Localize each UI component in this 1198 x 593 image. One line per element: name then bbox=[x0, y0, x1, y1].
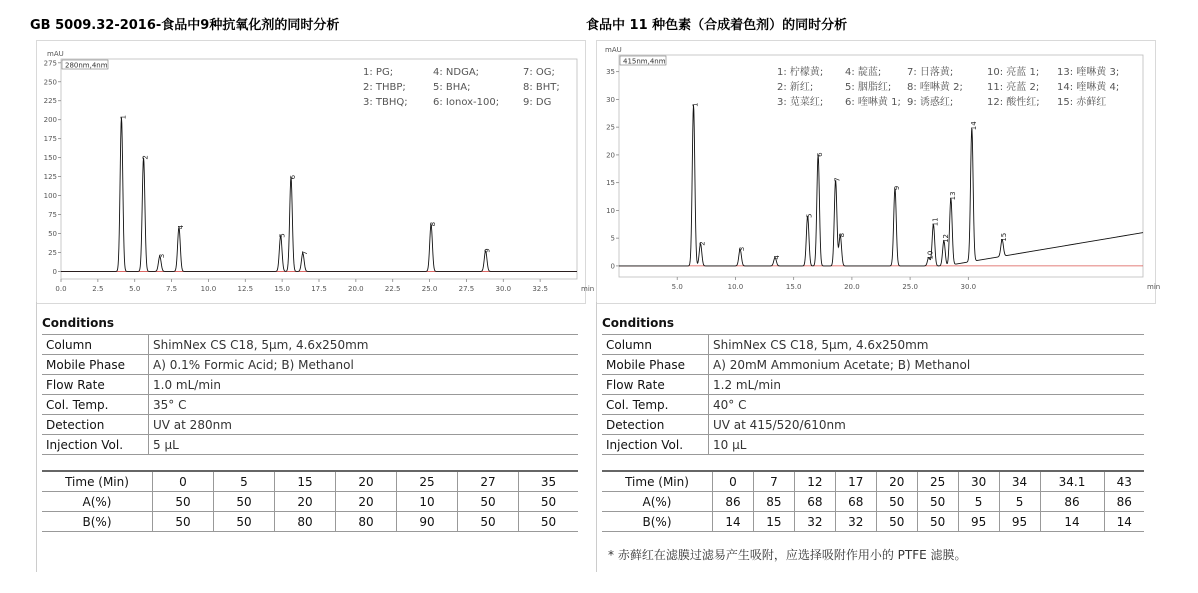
y-tick-label: 0 bbox=[52, 267, 57, 276]
time-cell: 43 bbox=[1104, 471, 1144, 492]
legend-entry: 12: 酸性红; bbox=[987, 97, 1040, 108]
table-row bbox=[42, 375, 578, 395]
peak-label: 4 bbox=[176, 224, 185, 230]
b-percent-cell: 14 bbox=[1040, 512, 1104, 532]
condition-value: UV at 415/520/610nm bbox=[709, 415, 1145, 435]
y-tick-label: 275 bbox=[43, 59, 57, 68]
table-row bbox=[42, 355, 578, 375]
peak-label: 7 bbox=[833, 177, 842, 182]
time-cell: 34.1 bbox=[1040, 471, 1104, 492]
right-panel bbox=[586, 0, 1161, 593]
x-tick-label: 32.5 bbox=[532, 285, 548, 293]
time-cell: 34 bbox=[999, 471, 1040, 492]
legend-entry: 8: BHT; bbox=[523, 82, 560, 93]
y-tick-label: 25 bbox=[606, 123, 615, 132]
peak-label: 10 bbox=[926, 250, 935, 260]
x-tick-label: 5.0 bbox=[129, 285, 141, 293]
right-chromatogram bbox=[596, 40, 1161, 304]
gradient-row-label: A(%) bbox=[602, 492, 713, 512]
y-tick-label: 75 bbox=[48, 211, 57, 220]
legend-entry: 7: 日落黄; bbox=[907, 67, 954, 78]
condition-value: ShimNex CS C18, 5μm, 4.6x250mm bbox=[709, 335, 1145, 355]
table-row bbox=[42, 335, 578, 355]
a-percent-cell: 20 bbox=[275, 492, 336, 512]
x-tick-label: 2.5 bbox=[92, 285, 104, 293]
left-chromatogram-svg bbox=[37, 41, 595, 303]
b-percent-cell: 14 bbox=[713, 512, 754, 532]
condition-key: Column bbox=[42, 335, 149, 355]
x-tick-label: 12.5 bbox=[237, 285, 254, 293]
left-conditions-title: Conditions bbox=[42, 316, 115, 330]
a-percent-cell: 50 bbox=[458, 492, 519, 512]
b-percent-cell: 50 bbox=[917, 512, 958, 532]
time-cell: 25 bbox=[917, 471, 958, 492]
x-tick-label: 15.0 bbox=[785, 283, 802, 291]
a-percent-cell: 50 bbox=[876, 492, 917, 512]
b-percent-cell: 15 bbox=[753, 512, 794, 532]
gradient-row-label: A(%) bbox=[42, 492, 153, 512]
condition-value: 1.0 mL/min bbox=[149, 375, 579, 395]
legend-entry: 2: THBP; bbox=[363, 82, 406, 93]
b-percent-cell: 50 bbox=[214, 512, 275, 532]
b-percent-cell: 50 bbox=[876, 512, 917, 532]
b-percent-cell: 50 bbox=[153, 512, 214, 532]
y-tick-label: 125 bbox=[43, 173, 57, 182]
left-chromatogram bbox=[36, 40, 595, 304]
x-tick-label: 10.0 bbox=[727, 283, 744, 291]
x-tick-label: 30.0 bbox=[495, 285, 512, 293]
x-axis-unit: min bbox=[1147, 283, 1161, 291]
peak-label: 6 bbox=[816, 152, 825, 157]
legend-entry: 9: 诱惑红; bbox=[907, 97, 954, 108]
legend-entry: 9: DG bbox=[523, 97, 552, 108]
a-percent-cell: 86 bbox=[1104, 492, 1144, 512]
x-tick-label: 27.5 bbox=[458, 285, 475, 293]
time-cell: 0 bbox=[153, 471, 214, 492]
table-row bbox=[602, 395, 1144, 415]
y-tick-label: 25 bbox=[48, 248, 57, 257]
condition-key: Col. Temp. bbox=[42, 395, 149, 415]
y-tick-label: 0 bbox=[610, 262, 615, 271]
x-tick-label: 7.5 bbox=[166, 285, 178, 293]
condition-value: 35° C bbox=[149, 395, 579, 415]
y-tick-label: 15 bbox=[606, 179, 615, 188]
table-row bbox=[602, 335, 1144, 355]
a-percent-cell: 68 bbox=[794, 492, 835, 512]
b-percent-cell: 80 bbox=[275, 512, 336, 532]
legend-entry: 4: NDGA; bbox=[433, 67, 480, 78]
time-cell: 20 bbox=[876, 471, 917, 492]
y-tick-label: 175 bbox=[43, 135, 57, 144]
right-divider bbox=[596, 302, 597, 572]
table-row bbox=[42, 435, 578, 455]
legend-entry: 4: 靛蓝; bbox=[845, 67, 882, 78]
a-percent-cell: 50 bbox=[153, 492, 214, 512]
a-percent-cell: 50 bbox=[214, 492, 275, 512]
y-tick-label: 250 bbox=[43, 78, 57, 87]
x-tick-label: 30.0 bbox=[960, 283, 977, 291]
y-tick-label: 10 bbox=[606, 206, 615, 215]
peak-label: 15 bbox=[1000, 232, 1009, 242]
condition-key: Mobile Phase bbox=[42, 355, 149, 375]
a-percent-cell: 5 bbox=[999, 492, 1040, 512]
condition-key: Col. Temp. bbox=[602, 395, 709, 415]
peak-label: 14 bbox=[969, 121, 978, 131]
table-row bbox=[602, 355, 1144, 375]
condition-key: Mobile Phase bbox=[602, 355, 709, 375]
chromatogram-trace bbox=[61, 114, 577, 271]
left-gradient-table bbox=[42, 470, 578, 532]
left-conditions-table bbox=[42, 334, 578, 455]
time-cell: 12 bbox=[794, 471, 835, 492]
left-panel bbox=[30, 0, 595, 593]
legend-entry: 3: TBHQ; bbox=[363, 97, 408, 108]
peak-label: 7 bbox=[300, 250, 309, 256]
x-tick-label: 20.0 bbox=[348, 285, 364, 293]
b-percent-cell: 50 bbox=[519, 512, 579, 532]
legend-entry: 6: Ionox-100; bbox=[433, 97, 500, 108]
peak-label: 4 bbox=[773, 255, 782, 260]
plot-frame bbox=[61, 59, 577, 279]
peak-label: 6 bbox=[288, 174, 297, 180]
x-axis-unit: min bbox=[581, 285, 595, 293]
legend-entry: 6: 喹啉黄 1; bbox=[845, 97, 901, 108]
x-tick-label: 10.0 bbox=[200, 285, 217, 293]
gradient-row-label: Time (Min) bbox=[602, 471, 713, 492]
left-divider bbox=[36, 302, 37, 572]
table-row bbox=[42, 512, 578, 532]
table-row bbox=[602, 471, 1144, 492]
right-conditions-title: Conditions bbox=[602, 316, 675, 330]
condition-key: Detection bbox=[602, 415, 709, 435]
time-cell: 27 bbox=[458, 471, 519, 492]
legend-entry: 8: 喹啉黄 2; bbox=[907, 82, 963, 93]
x-tick-label: 20.0 bbox=[844, 283, 860, 291]
a-percent-cell: 20 bbox=[336, 492, 397, 512]
peak-label: 9 bbox=[892, 185, 901, 191]
b-percent-cell: 95 bbox=[958, 512, 999, 532]
peak-label: 9 bbox=[483, 248, 492, 253]
b-percent-cell: 95 bbox=[999, 512, 1040, 532]
table-row bbox=[602, 375, 1144, 395]
y-tick-label: 30 bbox=[606, 95, 615, 104]
a-percent-cell: 86 bbox=[1040, 492, 1104, 512]
time-cell: 7 bbox=[753, 471, 794, 492]
y-tick-label: 50 bbox=[48, 229, 57, 238]
legend-entry: 2: 新红; bbox=[777, 82, 814, 93]
y-tick-label: 5 bbox=[610, 234, 615, 243]
y-axis-unit: mAU bbox=[605, 46, 622, 54]
condition-key: Injection Vol. bbox=[42, 435, 149, 455]
a-percent-cell: 10 bbox=[397, 492, 458, 512]
table-row bbox=[42, 395, 578, 415]
y-tick-label: 100 bbox=[43, 192, 57, 201]
detector-label: 280nm,4nm bbox=[65, 61, 108, 70]
table-row bbox=[602, 492, 1144, 512]
y-axis-unit: mAU bbox=[47, 50, 64, 58]
legend-entry: 14: 喹啉黄 4; bbox=[1057, 82, 1120, 93]
condition-value: A) 20mM Ammonium Acetate; B) Methanol bbox=[709, 355, 1145, 375]
condition-value: ShimNex CS C18, 5μm, 4.6x250mm bbox=[149, 335, 579, 355]
legend-entry: 13: 喹啉黄 3; bbox=[1057, 67, 1120, 78]
detector-label: 415nm,4nm bbox=[623, 57, 666, 66]
legend-entry: 1: 柠檬黄; bbox=[777, 67, 824, 78]
gradient-row-label: Time (Min) bbox=[42, 471, 153, 492]
condition-key: Column bbox=[602, 335, 709, 355]
a-percent-cell: 50 bbox=[917, 492, 958, 512]
b-percent-cell: 90 bbox=[397, 512, 458, 532]
x-tick-label: 17.5 bbox=[311, 285, 327, 293]
a-percent-cell: 85 bbox=[753, 492, 794, 512]
a-percent-cell: 50 bbox=[519, 492, 579, 512]
right-gradient-table bbox=[602, 470, 1144, 532]
legend-entry: 7: OG; bbox=[523, 67, 555, 78]
condition-key: Flow Rate bbox=[42, 375, 149, 395]
legend-entry: 1: PG; bbox=[363, 67, 394, 78]
legend-entry: 11: 亮蓝 2; bbox=[987, 82, 1040, 93]
right-footnote: * 赤藓红在滤膜过滤易产生吸附，应选择吸附作用小的 PTFE 滤膜。 bbox=[608, 548, 967, 562]
peak-label: 2 bbox=[141, 155, 150, 160]
time-cell: 25 bbox=[397, 471, 458, 492]
b-percent-cell: 32 bbox=[835, 512, 876, 532]
condition-value: 40° C bbox=[709, 395, 1145, 415]
table-row bbox=[602, 512, 1144, 532]
peak-label: 5 bbox=[805, 213, 814, 218]
x-tick-label: 15.0 bbox=[274, 285, 290, 293]
peak-label: 1 bbox=[119, 114, 128, 120]
legend-entry: 15: 赤藓红 bbox=[1057, 97, 1107, 108]
time-cell: 35 bbox=[519, 471, 579, 492]
left-panel-title: GB 5009.32-2016-食品中9种抗氧化剂的同时分析 bbox=[30, 18, 340, 33]
b-percent-cell: 32 bbox=[794, 512, 835, 532]
table-row bbox=[42, 415, 578, 435]
x-tick-label: 5.0 bbox=[671, 283, 683, 291]
x-tick-label: 0.0 bbox=[55, 285, 67, 293]
gradient-row-label: B(%) bbox=[42, 512, 153, 532]
condition-value: 1.2 mL/min bbox=[709, 375, 1145, 395]
table-row bbox=[42, 492, 578, 512]
y-tick-label: 200 bbox=[43, 116, 57, 125]
peak-label: 8 bbox=[838, 232, 847, 238]
time-cell: 15 bbox=[275, 471, 336, 492]
time-cell: 17 bbox=[835, 471, 876, 492]
b-percent-cell: 14 bbox=[1104, 512, 1144, 532]
y-tick-label: 35 bbox=[606, 68, 615, 77]
condition-value: 5 μL bbox=[149, 435, 579, 455]
condition-value: UV at 280nm bbox=[149, 415, 579, 435]
peak-label: 8 bbox=[429, 221, 438, 227]
table-row bbox=[602, 415, 1144, 435]
time-cell: 5 bbox=[214, 471, 275, 492]
x-tick-label: 25.0 bbox=[902, 283, 918, 291]
gradient-row-label: B(%) bbox=[602, 512, 713, 532]
y-tick-label: 150 bbox=[43, 154, 57, 163]
condition-key: Flow Rate bbox=[602, 375, 709, 395]
legend-entry: 5: 胭脂红; bbox=[845, 82, 892, 93]
x-tick-label: 25.0 bbox=[421, 285, 438, 293]
a-percent-cell: 86 bbox=[713, 492, 754, 512]
right-chromatogram-svg bbox=[597, 41, 1161, 303]
table-row bbox=[42, 471, 578, 492]
a-percent-cell: 5 bbox=[958, 492, 999, 512]
time-cell: 0 bbox=[713, 471, 754, 492]
condition-key: Injection Vol. bbox=[602, 435, 709, 455]
peak-label: 12 bbox=[941, 234, 950, 243]
b-percent-cell: 80 bbox=[336, 512, 397, 532]
peak-label: 3 bbox=[738, 246, 747, 252]
time-cell: 30 bbox=[958, 471, 999, 492]
table-row bbox=[602, 435, 1144, 455]
y-tick-label: 20 bbox=[606, 151, 615, 160]
x-tick-label: 22.5 bbox=[384, 285, 401, 293]
b-percent-cell: 50 bbox=[458, 512, 519, 532]
y-tick-label: 225 bbox=[43, 97, 57, 106]
time-cell: 20 bbox=[336, 471, 397, 492]
condition-value: A) 0.1% Formic Acid; B) Methanol bbox=[149, 355, 579, 375]
peak-label: 5 bbox=[278, 233, 287, 238]
peak-label: 1 bbox=[691, 102, 700, 107]
legend-entry: 10: 亮蓝 1; bbox=[987, 67, 1040, 78]
legend-entry: 5: BHA; bbox=[433, 82, 471, 93]
legend-entry: 3: 苋菜红; bbox=[777, 97, 824, 108]
peak-label: 13 bbox=[948, 191, 957, 201]
condition-value: 10 μL bbox=[709, 435, 1145, 455]
peak-label: 2 bbox=[698, 241, 707, 246]
right-panel-title: 食品中 11 种色素（合成着色剂）的同时分析 bbox=[586, 18, 848, 33]
peak-label: 3 bbox=[157, 253, 166, 259]
peak-label: 11 bbox=[931, 217, 940, 227]
a-percent-cell: 68 bbox=[835, 492, 876, 512]
right-conditions-table bbox=[602, 334, 1144, 455]
condition-key: Detection bbox=[42, 415, 149, 435]
